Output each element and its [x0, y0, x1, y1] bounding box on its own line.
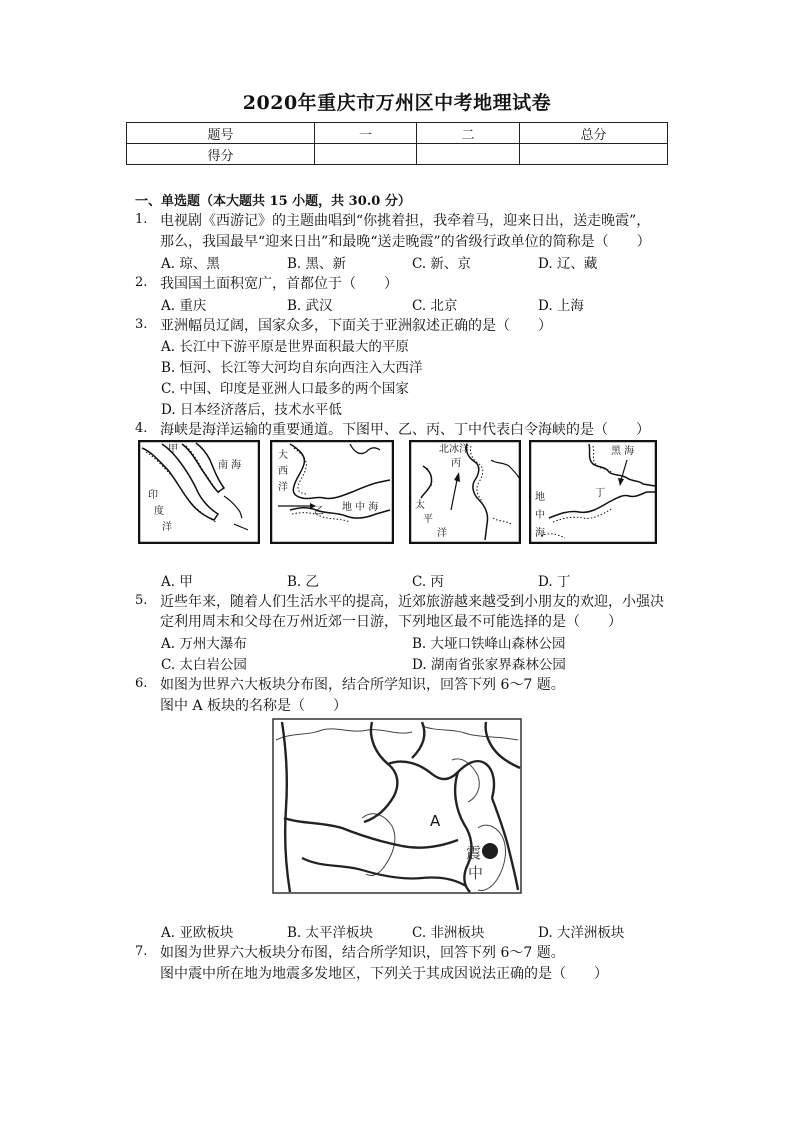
- question-number: 7.: [135, 944, 148, 959]
- option-a[interactable]: A. 重庆: [161, 298, 207, 314]
- map-label: 甲: [168, 444, 178, 455]
- map-label: 平: [423, 514, 433, 525]
- map-label: 乙: [314, 506, 324, 517]
- question-text: 亚洲幅员辽阔，国家众多，下面关于亚洲叙述正确的是（ ）: [160, 318, 552, 334]
- option-d[interactable]: D. 湖南省张家界森林公园: [412, 657, 566, 673]
- option-c[interactable]: C. 北京: [412, 298, 458, 314]
- map-label: 印: [148, 490, 158, 501]
- section-heading: 一、单选题（本大题共 15 小题，共 30.0 分）: [135, 194, 411, 209]
- map-label: 洋: [437, 528, 447, 539]
- map-label: 北冰洋: [439, 444, 469, 455]
- option-d[interactable]: D. 日本经济落后，技术水平低: [161, 402, 342, 418]
- option-b[interactable]: B. 大垭口铁峰山森林公园: [412, 636, 566, 652]
- strait-map-yi: [270, 440, 394, 544]
- question-text: 定利用周末和父母在万州近郊一日游，下列地区最不可能选择的是（ ）: [160, 614, 622, 630]
- option-b[interactable]: B. 武汉: [287, 298, 333, 314]
- option-c[interactable]: C. 太白岩公园: [161, 657, 247, 673]
- question-text: 电视剧《西游记》的主题曲唱到“你挑着担，我牵着马，迎来日出，送走晚霞”，: [160, 213, 651, 229]
- score-cell[interactable]: [520, 144, 668, 165]
- map-label: 太: [415, 500, 425, 511]
- score-table-score-row: [127, 144, 668, 165]
- question-number: 6.: [135, 676, 148, 691]
- option-b[interactable]: B. 太平洋板块: [287, 925, 374, 941]
- score-cell[interactable]: [315, 144, 417, 165]
- map-label: 南 海: [218, 460, 242, 471]
- score-table: [126, 122, 668, 165]
- map-label: 地 中 海: [342, 502, 379, 513]
- option-d[interactable]: D. 丁: [538, 574, 571, 590]
- score-table-header-cell: 一: [315, 123, 417, 144]
- option-a[interactable]: A. 琼、黑: [161, 256, 220, 272]
- option-b[interactable]: B. 恒河、长江等大河均自东向西注入大西洋: [161, 360, 423, 376]
- map-label: 洋: [278, 482, 288, 493]
- map-label: 大: [278, 450, 288, 461]
- question-text: 如图为世界六大板块分布图，结合所学知识，回答下列 6～7 题。: [160, 677, 565, 693]
- epicenter-marker: [482, 843, 498, 859]
- option-c[interactable]: C. 非洲板块: [412, 925, 485, 941]
- map-label: 丙: [451, 458, 461, 469]
- option-d[interactable]: D. 大洋洲板块: [538, 925, 625, 941]
- epicenter-label: 中: [468, 864, 484, 882]
- question-number: 1.: [135, 212, 148, 227]
- page-title: 2020年重庆市万州区中考地理试卷: [242, 92, 552, 114]
- question-number: 5.: [135, 593, 148, 608]
- map-label: 地: [535, 492, 545, 503]
- option-c[interactable]: C. 丙: [412, 574, 444, 590]
- strait-map-bing: [409, 440, 521, 544]
- option-a[interactable]: A. 甲: [161, 574, 193, 590]
- question-text: 那么，我国最早“迎来日出”和最晚“送走晚霞”的省级行政单位的简称是（ ）: [160, 234, 651, 250]
- option-a[interactable]: A. 亚欧板块: [161, 925, 234, 941]
- score-table-header-cell: 题号: [127, 123, 315, 144]
- option-b[interactable]: B. 乙: [287, 574, 320, 590]
- map-label: 黑 海: [611, 446, 635, 457]
- option-d[interactable]: D. 辽、藏: [538, 256, 598, 272]
- question-number: 2.: [135, 275, 148, 290]
- map-label: 海: [535, 528, 545, 539]
- option-a[interactable]: A. 长江中下游平原是世界面积最大的平原: [161, 339, 409, 355]
- option-a[interactable]: A. 万州大瀑布: [161, 636, 247, 652]
- map-label: 洋: [162, 522, 172, 533]
- score-cell[interactable]: [417, 144, 520, 165]
- map-label: 西: [278, 466, 288, 477]
- score-table-header-cell: 总分: [520, 123, 668, 144]
- map-label: 度: [154, 506, 164, 517]
- option-b[interactable]: B. 黑、新: [287, 256, 347, 272]
- score-table-row-label: 得分: [127, 144, 315, 165]
- score-table-header-cell: 二: [417, 123, 520, 144]
- score-table-header-row: [127, 123, 668, 144]
- question-text: 我国国土面积宽广，首都位于（ ）: [160, 276, 398, 292]
- option-d[interactable]: D. 上海: [538, 298, 584, 314]
- question-text: 海峡是海洋运输的重要通道。下图甲、乙、丙、丁中代表白令海峡的是（ ）: [160, 422, 650, 438]
- option-c[interactable]: C. 中国、印度是亚洲人口最多的两个国家: [161, 381, 409, 397]
- question-number: 3.: [135, 317, 148, 332]
- question-text: 图中 A 板块的名称是（ ）: [160, 698, 348, 714]
- map-label: 丁: [595, 488, 605, 499]
- question-number: 4.: [135, 421, 148, 436]
- option-c[interactable]: C. 新、京: [412, 256, 471, 272]
- strait-map-jia: [138, 440, 260, 544]
- plate-label-a: A: [430, 812, 441, 830]
- strait-map-ding: [529, 440, 657, 544]
- question-text: 近些年来，随着人们生活水平的提高，近郊旅游越来越受到小朋友的欢迎，小强决: [160, 594, 664, 610]
- question-text: 如图为世界六大板块分布图，结合所学知识，回答下列 6～7 题。: [160, 945, 565, 961]
- plate-map: [272, 718, 522, 894]
- question-text: 图中震中所在地为地震多发地区，下列关于其成因说法正确的是（ ）: [160, 966, 608, 982]
- map-label: 中: [535, 510, 545, 521]
- epicenter-label: 震: [466, 844, 482, 862]
